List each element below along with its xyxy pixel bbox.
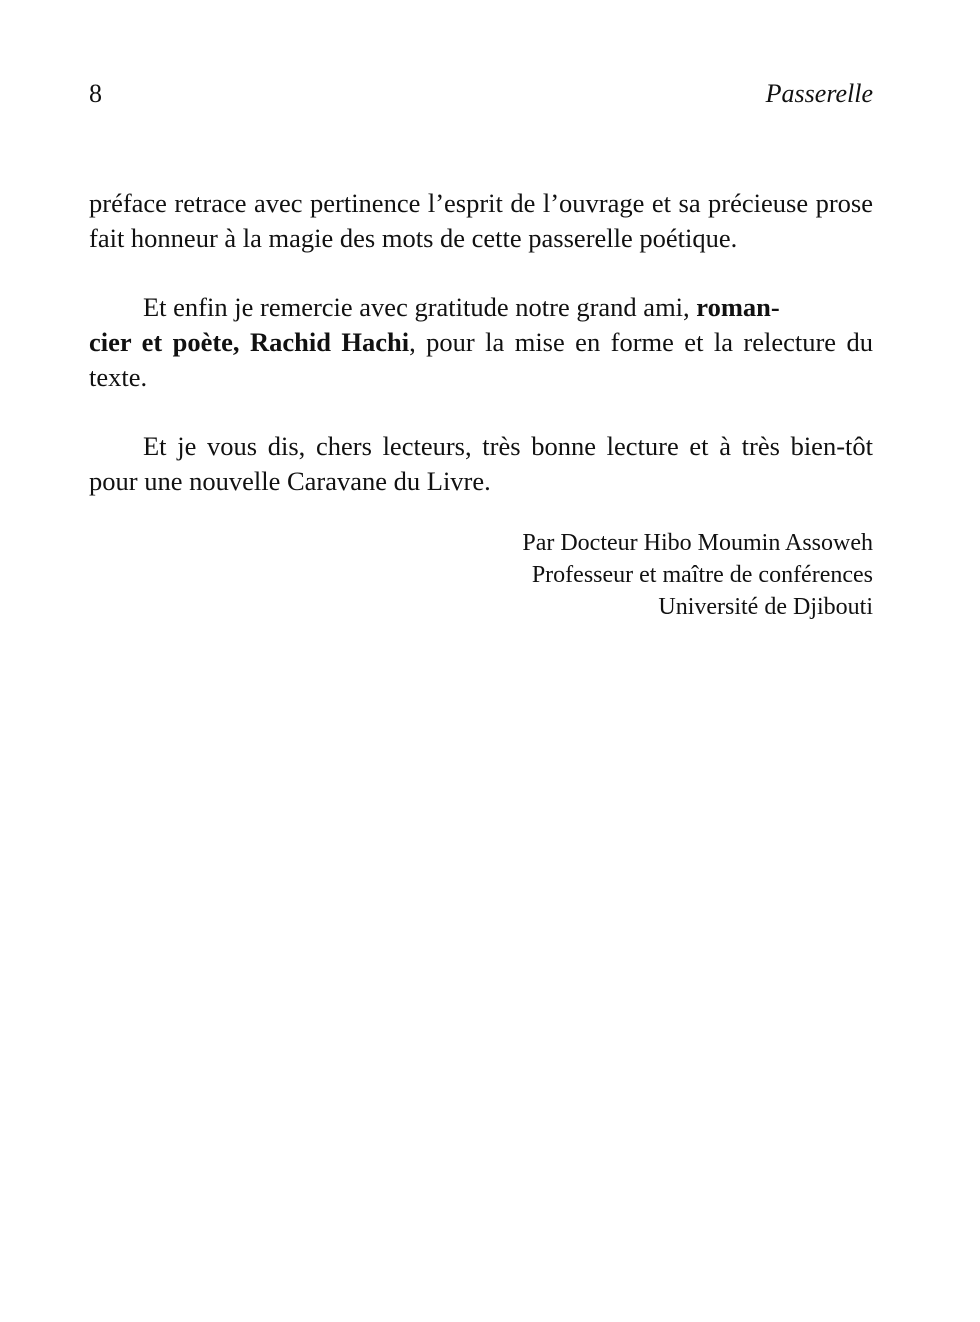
paragraph-acknowledgement bbox=[89, 290, 873, 395]
signature-name: Par Docteur Hibo Moumin Assoweh bbox=[522, 530, 873, 556]
acknowledgement-bold-part1: roman- bbox=[696, 292, 780, 322]
signature-institution: Université de Djibouti bbox=[658, 594, 873, 620]
acknowledgement-text-after: , pour la mise en forme et la relecture du texte. bbox=[89, 327, 873, 392]
running-title: Passerelle bbox=[765, 79, 873, 108]
acknowledgement-bold-part2: cier et poète, Rachid Hachi bbox=[89, 327, 410, 357]
body-text bbox=[89, 186, 873, 533]
signature-block bbox=[522, 527, 873, 623]
running-head bbox=[89, 76, 873, 112]
paragraph-closing: Et je vous dis, chers lecteurs, très bonne lecture et à très bien-tôt pour une nouvelle Caravane du Livre. bbox=[89, 431, 873, 496]
acknowledgement-text-before: Et enfin je remercie avec gratitude notre grand ami, bbox=[143, 292, 697, 322]
paragraph-preface-continuation: préface retrace avec pertinence l’esprit de l’ouvrage et sa précieuse prose fait honneur à la magie des mots de cette passerelle poétique. bbox=[89, 188, 873, 253]
signature-title: Professeur et maître de conférences bbox=[531, 562, 873, 588]
page-number: 8 bbox=[89, 79, 102, 108]
